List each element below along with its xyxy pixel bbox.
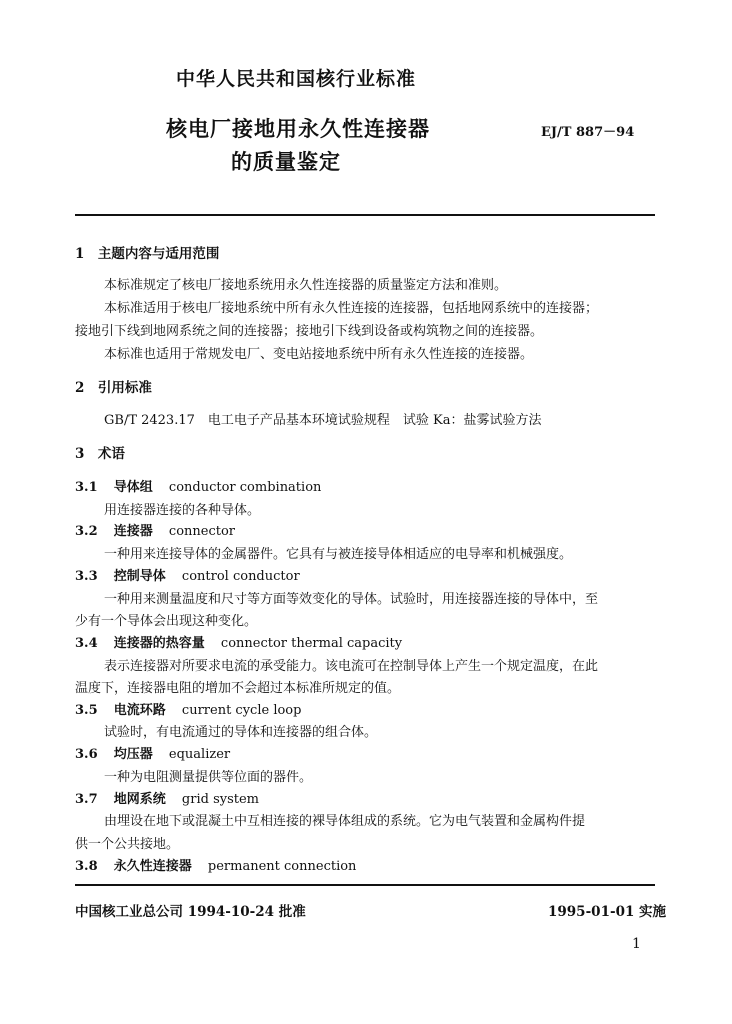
header-divider bbox=[75, 214, 655, 216]
term-3-7 bbox=[75, 788, 259, 807]
term-cn: 连接器 bbox=[113, 524, 153, 539]
term-en: current cycle loop bbox=[181, 703, 302, 718]
standard-organization: 中华人民共和国核行业标准 bbox=[176, 68, 417, 90]
standard-number: EJ/T 887－94 bbox=[541, 125, 635, 140]
term-3-8 bbox=[75, 855, 356, 874]
term-number: 3.2 bbox=[75, 524, 98, 539]
page-number: 1 bbox=[632, 936, 641, 952]
term-3-6-definition: 一种为电阻测量提供等位面的器件。 bbox=[104, 770, 313, 785]
term-3-4-definition-cont: 温度下，连接器电阻的增加不会超过本标准所规定的值。 bbox=[75, 681, 401, 696]
section-1-heading: 1 主题内容与适用范围 bbox=[75, 246, 220, 262]
section-1-para-2-cont: 接地引下线到地网系统之间的连接器；接地引下线到设备或构筑物之间的连接器。 bbox=[75, 324, 544, 339]
term-3-4 bbox=[75, 632, 402, 651]
term-en: grid system bbox=[181, 792, 260, 807]
term-number: 3.5 bbox=[75, 703, 98, 718]
term-3-3 bbox=[75, 565, 300, 584]
term-en: control conductor bbox=[181, 569, 300, 584]
term-3-5-definition: 试验时，有电流通过的导体和连接器的组合体。 bbox=[104, 725, 378, 740]
section-1-para-3: 本标准也适用于常规发电厂、变电站接地系统中所有永久性连接的连接器。 bbox=[104, 347, 534, 362]
section-3-heading: 3 术语 bbox=[75, 446, 125, 462]
reference-standard: GB/T 2423.17 电工电子产品基本环境试验规程 试验 Ka：盐雾试验方法 bbox=[104, 413, 542, 428]
term-number: 3.3 bbox=[75, 569, 98, 584]
term-3-7-definition: 由埋设在地下或混凝土中互相连接的裸导体组成的系统。它为电气装置和金属构件提 bbox=[104, 814, 586, 829]
section-2-heading: 2 引用标准 bbox=[75, 380, 152, 396]
term-number: 3.6 bbox=[75, 747, 98, 762]
document-title-line1: 核电厂接地用永久性连接器 bbox=[166, 116, 430, 141]
term-number: 3.8 bbox=[75, 859, 98, 874]
term-number: 3.1 bbox=[75, 480, 98, 495]
term-cn: 地网系统 bbox=[113, 792, 166, 807]
term-3-4-definition: 表示连接器对所要求电流的承受能力。该电流可在控制导体上产生一个规定温度，在此 bbox=[104, 659, 599, 674]
term-3-5 bbox=[75, 699, 301, 718]
term-3-2 bbox=[75, 520, 235, 539]
term-cn: 控制导体 bbox=[113, 569, 166, 584]
term-en: permanent connection bbox=[207, 859, 357, 874]
footer-divider bbox=[75, 884, 655, 886]
term-3-1 bbox=[75, 476, 321, 495]
term-en: connector thermal capacity bbox=[220, 636, 403, 651]
document-title-line2: 的质量鉴定 bbox=[231, 149, 341, 174]
approval-line: 中国核工业总公司 1994-10-24 批准 bbox=[75, 904, 306, 920]
term-en: connector bbox=[168, 524, 236, 539]
term-en: equalizer bbox=[168, 747, 231, 762]
term-number: 3.4 bbox=[75, 636, 98, 651]
term-cn: 均压器 bbox=[113, 747, 153, 762]
term-3-3-definition-cont: 少有一个导体会出现这种变化。 bbox=[75, 614, 258, 629]
term-3-2-definition: 一种用来连接导体的金属器件。它具有与被连接导体相适应的电导率和机械强度。 bbox=[104, 547, 573, 562]
section-1-para-2: 本标准适用于核电厂接地系统中所有永久性连接的连接器，包括地网系统中的连接器； bbox=[104, 301, 599, 316]
section-1-para-1: 本标准规定了核电厂接地系统用永久性连接器的质量鉴定方法和准则。 bbox=[104, 278, 508, 293]
term-cn: 电流环路 bbox=[113, 703, 166, 718]
term-3-6 bbox=[75, 743, 230, 762]
term-cn: 连接器的热容量 bbox=[113, 636, 205, 651]
term-3-1-definition: 用连接器连接的各种导体。 bbox=[104, 503, 261, 518]
term-cn: 导体组 bbox=[113, 480, 153, 495]
term-3-3-definition: 一种用来测量温度和尺寸等方面等效变化的导体。试验时，用连接器连接的导体中，至 bbox=[104, 592, 599, 607]
term-3-7-definition-cont: 供一个公共接地。 bbox=[75, 837, 180, 852]
term-en: conductor combination bbox=[168, 480, 322, 495]
effective-date: 1995-01-01 实施 bbox=[548, 904, 667, 920]
term-number: 3.7 bbox=[75, 792, 98, 807]
term-cn: 永久性连接器 bbox=[113, 859, 192, 874]
